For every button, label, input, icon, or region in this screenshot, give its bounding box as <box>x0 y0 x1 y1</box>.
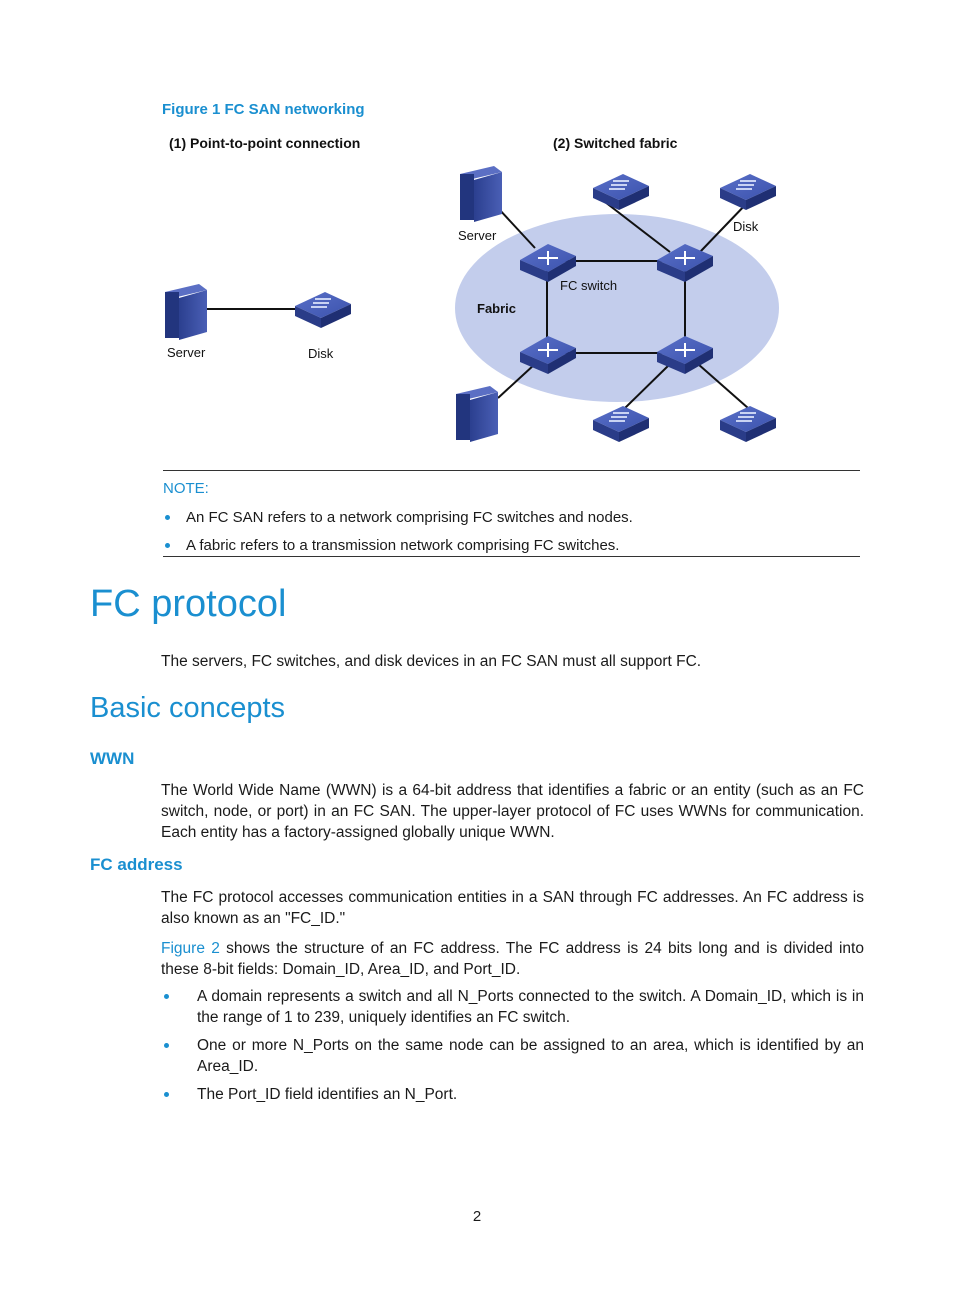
fc-san-diagram <box>150 128 800 458</box>
note-item <box>186 535 619 556</box>
page-number: 2 <box>472 1208 482 1225</box>
list-item <box>197 1035 864 1077</box>
fc-address-heading: FC address <box>90 855 183 874</box>
note-item-text: An FC SAN refers to a network comprising FC switches and nodes. <box>186 509 633 526</box>
list-item-text: The Port_ID field identifies an N_Port. <box>197 1086 458 1103</box>
storage-disk-icon <box>593 174 649 210</box>
subsection-title: Basic concepts <box>90 692 286 724</box>
wwn-heading: WWN <box>90 749 135 768</box>
server-icon <box>456 386 498 442</box>
storage-disk-icon <box>593 406 649 442</box>
section-title: FC protocol <box>90 583 287 625</box>
bullet-icon <box>165 543 170 548</box>
server-label-right: Server <box>458 228 497 243</box>
list-item <box>197 1084 864 1105</box>
list-item-text: One or more N_Ports on the same node can be assigned to an area, which is identified by an Area_ID. <box>197 1037 864 1075</box>
fabric-label: Fabric <box>477 301 517 316</box>
disk-label-left: Disk <box>308 346 334 361</box>
server-icon <box>165 284 207 340</box>
server-icon <box>460 166 502 222</box>
note-item <box>186 507 633 528</box>
right-panel-title: (2) Switched fabric <box>553 135 678 151</box>
section-intro: The servers, FC switches, and disk devices in an FC SAN must all support FC. <box>161 653 702 670</box>
wwn-paragraph: The World Wide Name (WWN) is a 64-bit address that identifies a fabric or an entity (such as an FC switch, node, or port) in an FC SAN. The upper-layer protocol of FC uses WWNs for communication. Each entity has a factory-assigned globally unique WWN. <box>161 782 864 841</box>
fc-address-paragraph-2 <box>161 938 864 980</box>
figure-2-link[interactable]: Figure 2 <box>161 940 220 957</box>
storage-disk-icon <box>720 406 776 442</box>
fc-switch-label: FC switch <box>560 278 618 293</box>
figure-caption: Figure 1 FC SAN networking <box>162 101 365 118</box>
note-title: NOTE: <box>163 480 209 497</box>
server-label-left: Server <box>167 345 206 360</box>
list-item-text: A domain represents a switch and all N_Ports connected to the switch. A Domain_ID, which is in the range of 1 to 239, uniquely identifies an FC switch. <box>197 988 864 1026</box>
storage-disk-icon <box>295 292 351 328</box>
list-item <box>197 986 864 1028</box>
bullet-icon <box>164 994 169 999</box>
left-panel-title: (1) Point-to-point connection <box>169 135 361 151</box>
storage-disk-icon <box>720 174 776 210</box>
fc-address-paragraph-2-text: shows the structure of an FC address. The FC address is 24 bits long and is divided into these 8-bit fields: Domain_ID, Area_ID, and Port_ID. <box>161 940 864 978</box>
fc-address-paragraph-1: The FC protocol accesses communication entities in a SAN through FC addresses. An FC address is also known as an "FC_ID." <box>161 889 864 927</box>
bullet-icon <box>165 515 170 520</box>
note-item-text: A fabric refers to a transmission network comprising FC switches. <box>186 537 620 554</box>
bullet-icon <box>164 1092 169 1097</box>
disk-label-right: Disk <box>733 219 759 234</box>
bullet-icon <box>164 1043 169 1048</box>
